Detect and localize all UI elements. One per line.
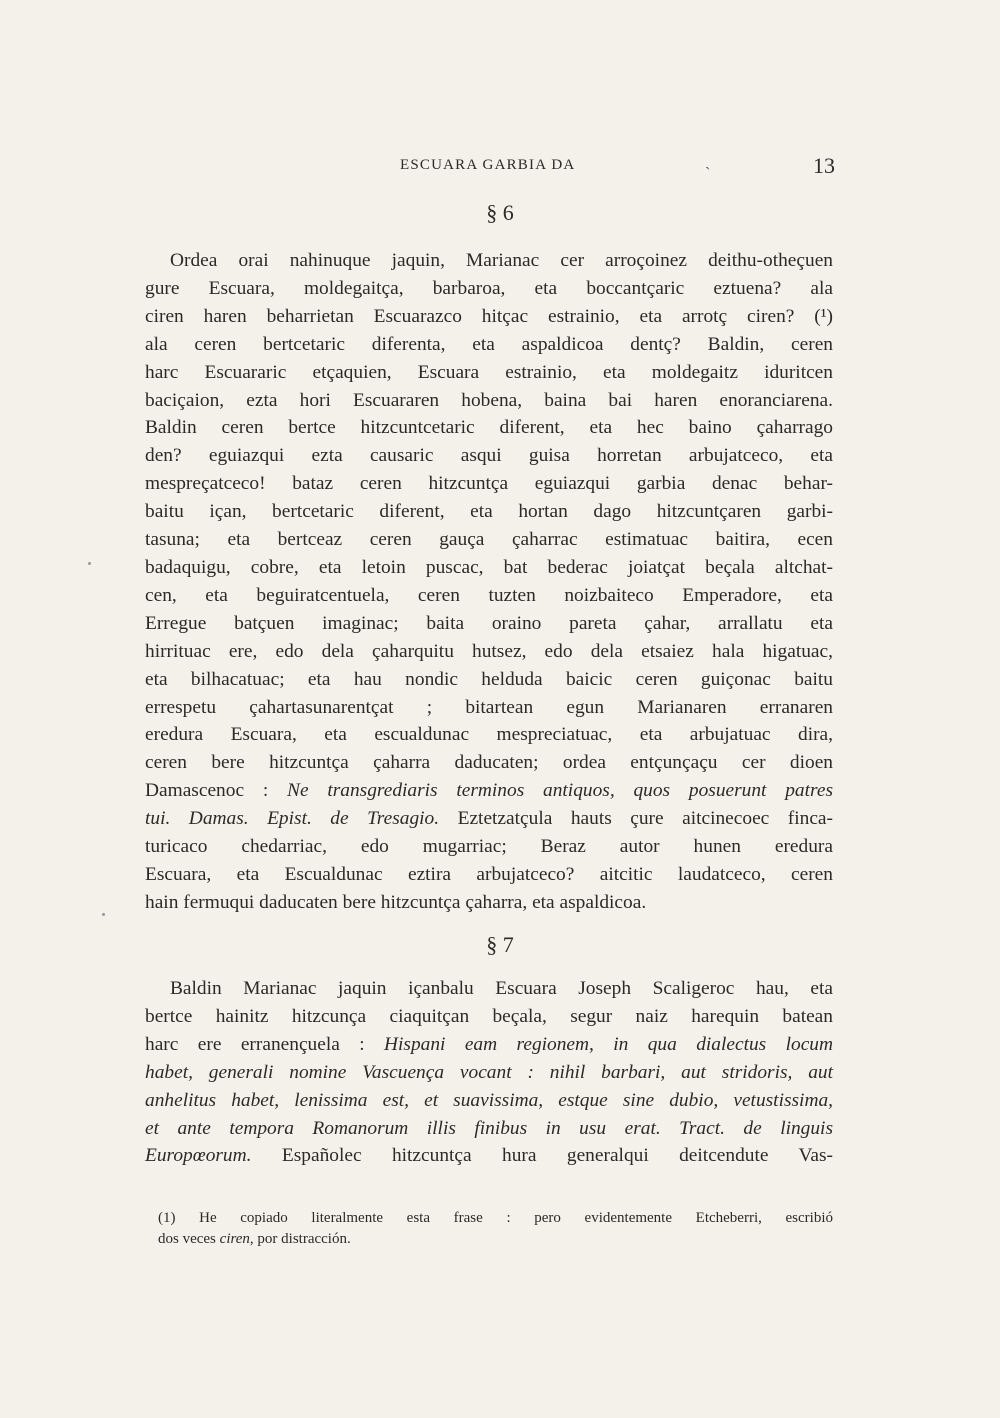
text-line: harc ere erranençuela : Hispani eam regionem, in qua dialectus locum	[145, 1033, 833, 1055]
text-line: tasuna; eta bertceaz ceren gauça çaharrac estimatuac baitira, ecen	[145, 529, 833, 551]
section-heading-7: § 7	[486, 932, 514, 957]
text-line: Europœorum. Españolec hitzcuntça hura generalqui deitcendute Vas-	[145, 1145, 833, 1167]
text-line: den? eguiazqui ezta causaric asqui guisa horretan arbujatceco, eta	[145, 445, 833, 467]
text-line-latin-quote: et ante tempora Romanorum illis finibus in usu erat. Tract. de linguis	[145, 1117, 833, 1139]
text-line: baciçaion, ezta hori Escuararen hobena, baina bai haren enoranciarena.	[145, 389, 833, 411]
running-head	[145, 153, 835, 183]
text-line: gure Escuara, moldegaitça, barbaroa, eta boccantçaric eztuena? ala	[145, 277, 833, 299]
text-line: eta bilhacatuac; eta hau nondic helduda baicic ceren guiçonac baitu	[145, 668, 833, 690]
section-heading-6: § 6	[486, 200, 514, 225]
section-7-body	[145, 975, 833, 1170]
text-line: Baldin Marianac jaquin içanbalu Escuara Joseph Scaligeroc hau, eta	[170, 978, 833, 999]
text-line: hain fermuqui daducaten bere hitzcuntça çaharra, eta aspaldicoa.	[145, 891, 647, 913]
text-line-latin-quote: anhelitus habet, lenissima est, et suavissima, estque sine dubio, vetustissima,	[145, 1089, 833, 1111]
page-number: 13	[813, 153, 835, 178]
paper-speck	[88, 562, 91, 565]
text-line: cen, eta beguiratcentuela, ceren tuzten noizbaiteco Emperadore, eta	[145, 584, 833, 606]
text-line: mespreçatceco! bataz ceren hitzcuntça eguiazqui garbia denac behar-	[145, 473, 833, 495]
footnote-line: dos veces ciren, por distracción.	[158, 1231, 351, 1247]
text-line: ciren haren beharrietan Escuarazco hitçac estrainio, eta arrotç ciren? (¹)	[145, 305, 833, 327]
section-6-body	[145, 247, 833, 917]
text-line-latin-quote: tui. Damas. Epist. de Tresagio. Eztetzatçula hauts çure aitcinecoec finca-	[145, 808, 833, 830]
stray-mark: ˎ	[705, 153, 711, 170]
text-line: harc Escuararic etçaquien, Escuara estrainio, eta moldegaitz iduritcen	[145, 361, 833, 383]
footnote	[158, 1208, 833, 1250]
paper-speck	[102, 913, 105, 916]
text-line: Ordea orai nahinuque jaquin, Marianac cer arroçoinez deithu-otheçuen	[170, 250, 833, 271]
text-line: ala ceren bertcetaric diferenta, eta aspaldicoa dentç? Baldin, ceren	[145, 333, 833, 355]
text-line: turicaco chedarriac, edo mugarriac; Beraz autor hunen eredura	[145, 836, 833, 858]
text-line: Erregue batçuen imaginac; baita oraino pareta çahar, arrallatu eta	[145, 612, 833, 634]
text-line: baitu içan, bertcetaric diferent, eta hortan dago hitzcuntçaren garbi-	[145, 501, 833, 523]
text-line: hirrituac ere, edo dela çaharquitu hutsez, edo dela etsaiez hala higatuac,	[145, 640, 833, 662]
text-line: ceren bere hitzcuntça çaharra daducaten; ordea entçunçaçu cer dioen	[145, 752, 833, 774]
running-title: ESCUARA GARBIA DA	[400, 157, 576, 173]
text-line: eredura Escuara, eta escualdunac mespreciatuac, eta arbujatuac dira,	[145, 724, 833, 746]
text-line-latin-quote: habet, generali nomine Vascuença vocant : nihil barbari, aut stridoris, aut	[145, 1061, 833, 1083]
text-line: badaquigu, cobre, eta letoin puscac, bat bederac joiatçat beçala altchat-	[145, 556, 833, 578]
text-line-latin-quote: Damascenoc : Ne transgrediaris terminos antiquos, quos posuerunt patres	[145, 780, 833, 802]
text-line: Baldin ceren bertce hitzcuntcetaric diferent, eta hec baino çaharrago	[145, 417, 833, 439]
text-line: Escuara, eta Escualdunac eztira arbujatceco? aitcitic laudatceco, ceren	[145, 863, 833, 885]
text-line: bertce hainitz hitzcunça ciaquitçan beçala, segur naiz harequin batean	[145, 1005, 833, 1027]
text-line: errespetu çahartasunarentçat ; bitartean egun Marianaren erranaren	[145, 696, 833, 718]
footnote-line: (1) He copiado literalmente esta frase : pero evidentemente Etcheberri, escribió	[158, 1210, 833, 1226]
